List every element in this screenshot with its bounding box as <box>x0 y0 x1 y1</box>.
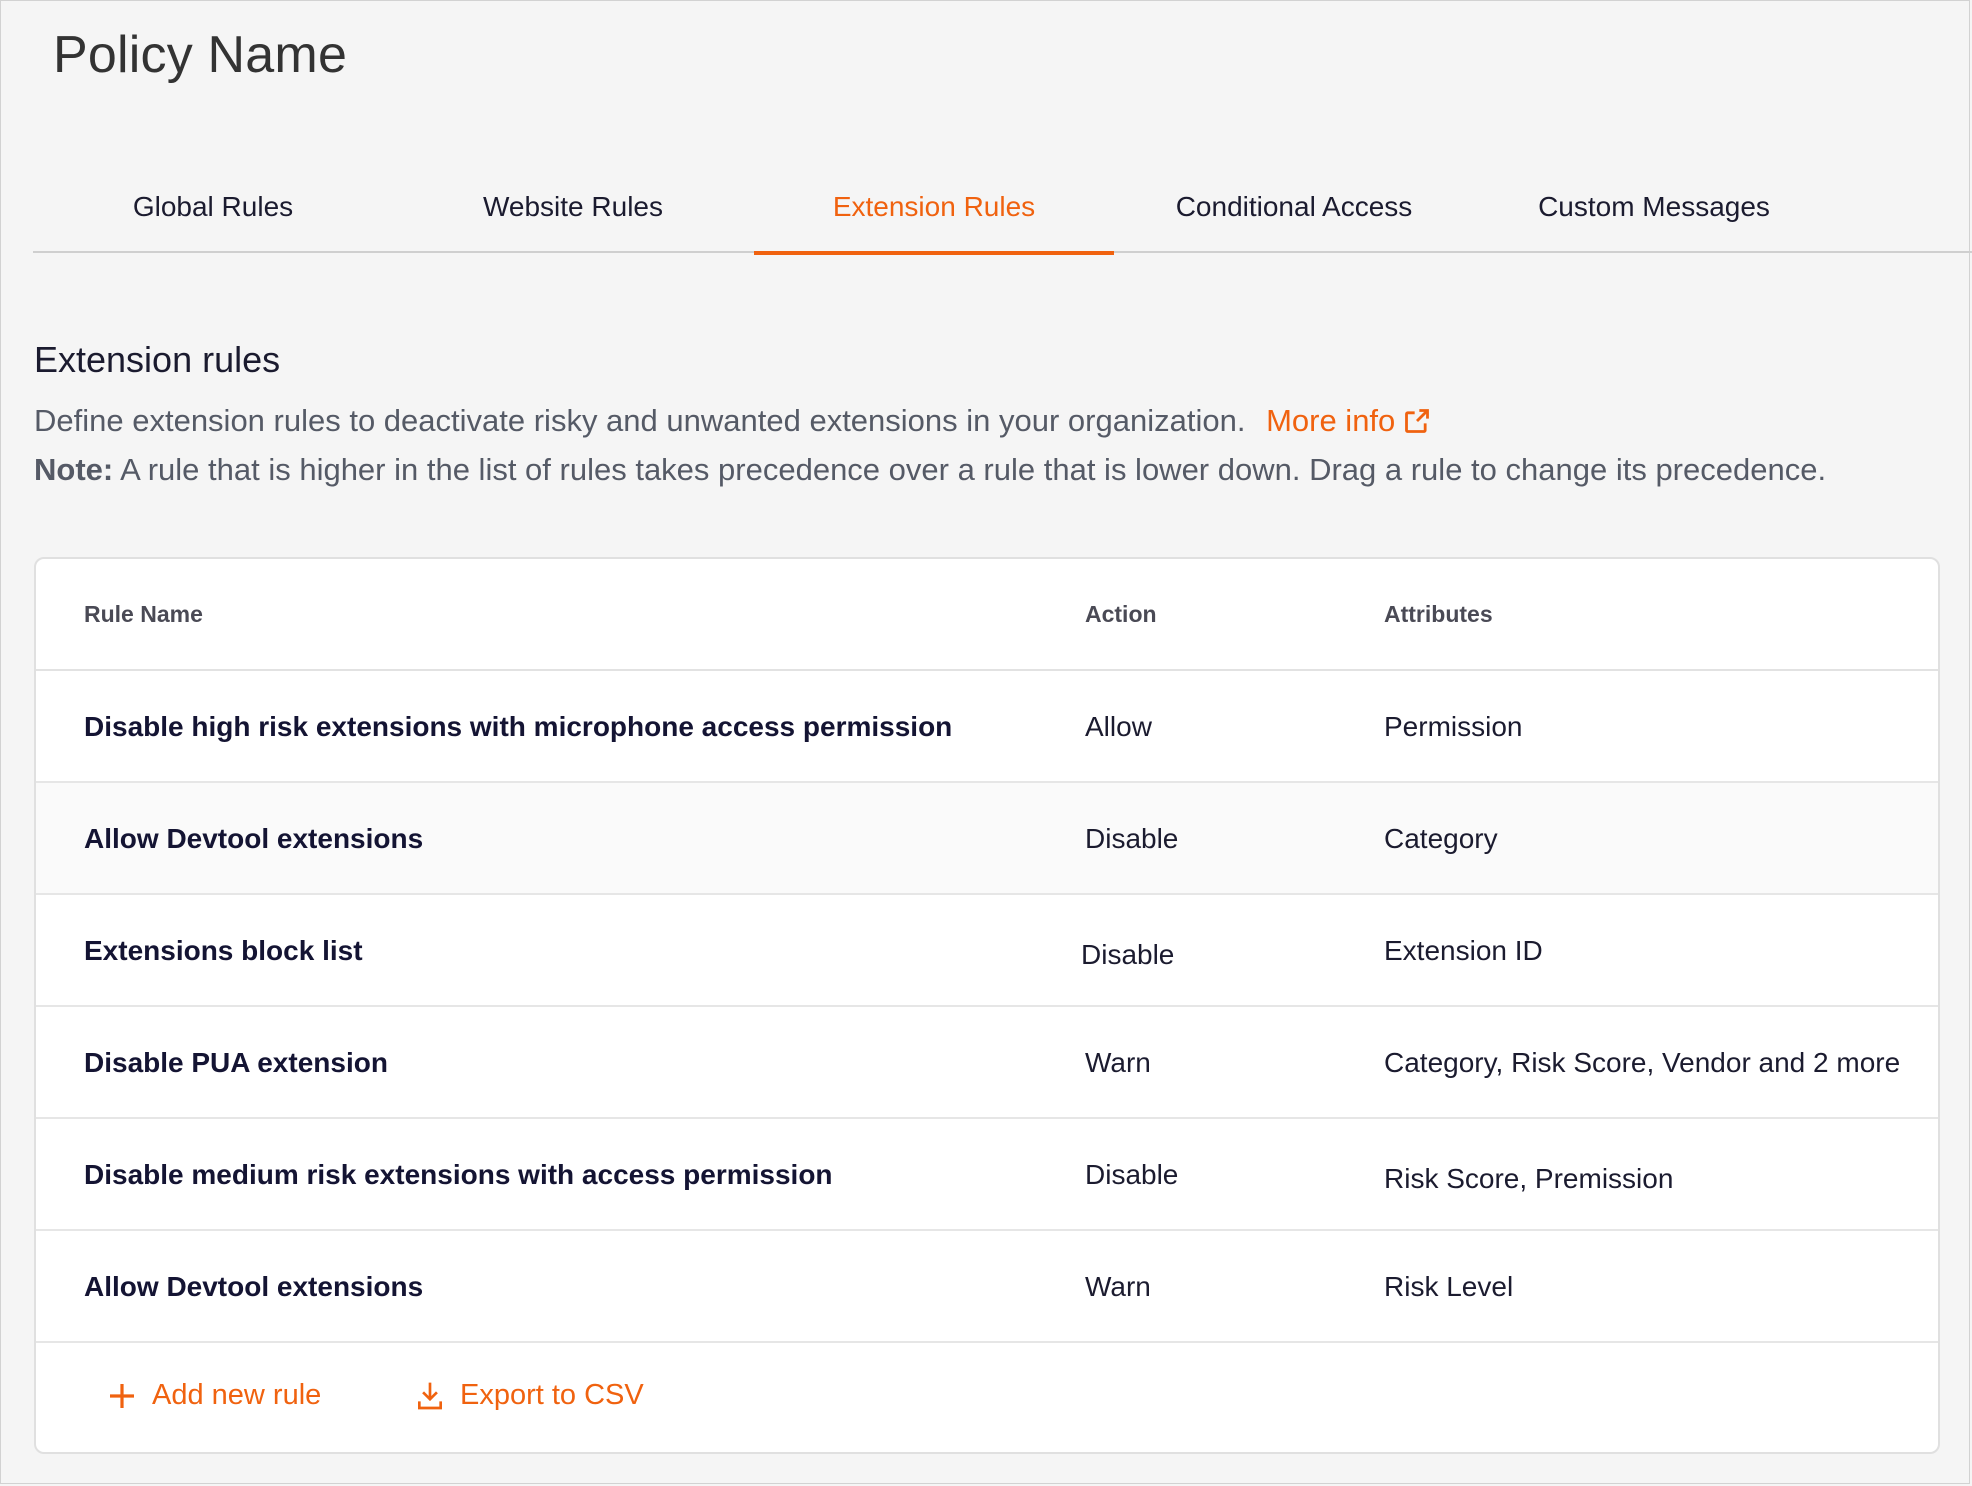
column-header-attributes[interactable]: Attributes <box>1384 601 1493 627</box>
download-icon[interactable] <box>414 1380 446 1412</box>
more-info-label[interactable]: More info <box>1266 403 1396 438</box>
action-cell: Warn <box>1085 1047 1151 1078</box>
action-cell: Allow <box>1085 711 1152 742</box>
rule-name-cell: Disable high risk extensions with microphone access permission <box>84 711 953 742</box>
tab-conditional-access[interactable]: Conditional Access <box>1175 191 1413 222</box>
column-header-rule-name[interactable]: Rule Name <box>84 601 203 627</box>
plus-icon[interactable] <box>106 1380 138 1412</box>
rule-name-cell: Extensions block list <box>84 935 363 966</box>
note-text: A rule that is higher in the list of rules takes precedence over a rule that is lower down. Drag a rule to change its precedence. <box>113 452 1827 487</box>
tab-website-rules[interactable]: Website Rules <box>482 191 663 222</box>
table-row[interactable] <box>36 1231 1938 1343</box>
action-cell: Disable <box>1085 1159 1179 1190</box>
table-row[interactable] <box>36 1119 1938 1231</box>
external-link-icon[interactable] <box>1403 407 1431 443</box>
rule-name-cell: Allow Devtool extensions <box>84 823 424 854</box>
column-header-action[interactable]: Action <box>1085 601 1157 627</box>
table-header <box>36 559 1938 671</box>
rules-table <box>34 557 1940 1454</box>
export-csv-button[interactable] <box>414 1379 644 1412</box>
table-row[interactable] <box>36 671 1938 783</box>
add-new-rule-label[interactable]: Add new rule <box>152 1379 322 1411</box>
export-csv-label[interactable]: Export to CSV <box>460 1379 644 1411</box>
rule-name-cell: Allow Devtool extensions <box>84 1271 424 1302</box>
table-row[interactable] <box>36 783 1938 895</box>
tab-custom-messages[interactable]: Custom Messages <box>1538 191 1770 222</box>
table-row[interactable] <box>36 895 1938 1007</box>
table-row[interactable] <box>36 1007 1938 1119</box>
tab-global-rules[interactable]: Global Rules <box>132 191 294 222</box>
section-title: Extension rules <box>34 339 281 380</box>
add-new-rule-button[interactable] <box>106 1379 321 1412</box>
rule-name-cell: Disable medium risk extensions with access permission <box>84 1159 833 1190</box>
rule-name-cell: Disable PUA extension <box>84 1047 388 1078</box>
attributes-cell: Category, Risk Score, Vendor and 2 more <box>1384 1047 1901 1078</box>
description-text: Define extension rules to deactivate risky and unwanted extensions in your organization. <box>34 403 1246 438</box>
tab-bar <box>33 161 1972 253</box>
section-note <box>34 452 1826 488</box>
attributes-cell: Permission <box>1384 711 1523 742</box>
section-description <box>34 403 1431 443</box>
attributes-cell: Risk Score, Premission <box>1384 1163 1674 1194</box>
table-footer <box>36 1343 1938 1453</box>
action-cell: Warn <box>1085 1271 1151 1302</box>
more-info-link[interactable] <box>1266 403 1431 438</box>
tab-extension-rules[interactable]: Extension Rules <box>754 161 1114 253</box>
attributes-cell: Risk Level <box>1384 1271 1514 1302</box>
action-cell: Disable <box>1085 823 1179 854</box>
note-label: Note: <box>34 452 114 487</box>
attributes-cell: Category <box>1384 823 1498 854</box>
action-cell: Disable <box>1081 939 1175 970</box>
attributes-cell: Extension ID <box>1384 935 1543 966</box>
page-title: Policy Name <box>53 26 348 84</box>
